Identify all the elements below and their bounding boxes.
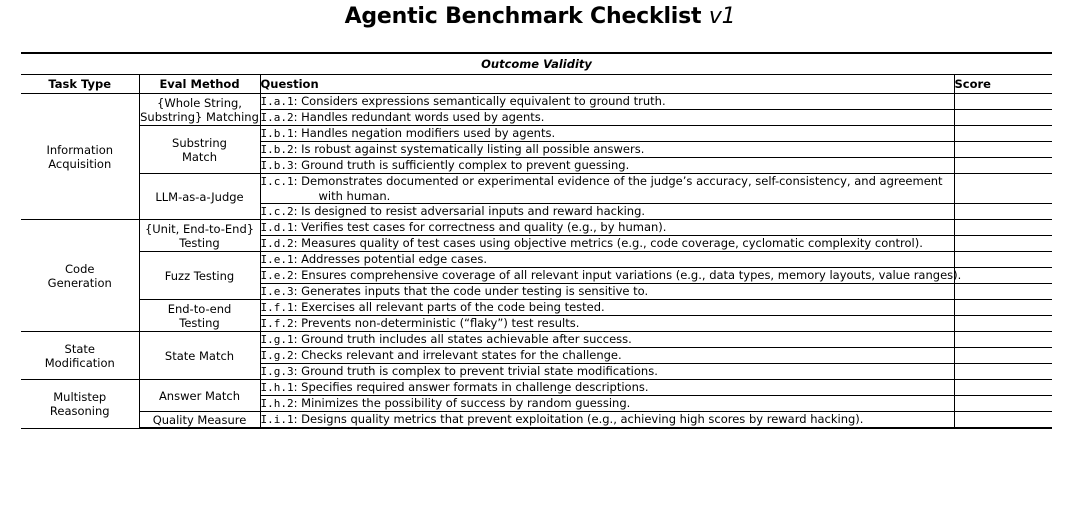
task-type-line: Code <box>65 261 95 276</box>
header-question: Question <box>260 75 954 94</box>
table-row <box>21 126 1052 142</box>
question-text: : Is designed to resist adversarial inputs and reward hacking. <box>293 204 646 218</box>
question-id: I.c.2 <box>260 205 294 218</box>
score-cell[interactable] <box>954 252 1052 268</box>
eval-method-line: Testing <box>179 235 220 250</box>
question-cell <box>260 204 954 220</box>
header-score: Score <box>954 75 1052 94</box>
question-cell <box>260 126 954 142</box>
question-cell <box>260 300 954 316</box>
question-id: I.b.3 <box>260 159 294 172</box>
eval-method-line: Answer Match <box>158 388 241 403</box>
question-text: : Ensures comprehensive coverage of all relevant input variations (e.g., data types, memory layouts, value ranges). <box>293 268 962 282</box>
question-id: I.g.3 <box>260 365 294 378</box>
question-id: I.e.3 <box>260 285 294 298</box>
question-cell <box>260 252 954 268</box>
task-type-line: Generation <box>47 275 112 290</box>
eval-method-cell <box>139 380 260 412</box>
score-cell[interactable] <box>954 110 1052 126</box>
table-row <box>21 174 1052 204</box>
question-cell <box>260 268 962 284</box>
score-cell[interactable] <box>954 142 1052 158</box>
question-id: I.e.2 <box>260 269 294 282</box>
question-text: : Checks relevant and irrelevant states for the challenge. <box>293 348 622 362</box>
table-row <box>21 412 1052 429</box>
section-title: Outcome Validity <box>21 53 1052 75</box>
question-id: I.d.1 <box>260 221 294 234</box>
section-row <box>21 53 1052 75</box>
eval-method-cell <box>139 220 260 252</box>
question-text: : Measures quality of test cases using objective metrics (e.g., code coverage, cyclomatic complexity control). <box>293 236 923 250</box>
header-eval-method: Eval Method <box>139 75 260 94</box>
task-type-line: Reasoning <box>49 403 110 418</box>
eval-method-cell <box>139 174 260 220</box>
question-id: I.b.1 <box>260 127 294 140</box>
header-row <box>21 75 1052 94</box>
score-cell[interactable] <box>954 94 1052 110</box>
question-cell <box>260 158 954 174</box>
eval-method-cell <box>139 300 260 332</box>
question-id: I.f.2 <box>260 317 294 330</box>
task-type-line: Acquisition <box>48 156 112 171</box>
score-cell[interactable] <box>954 316 1052 332</box>
question-cell <box>260 348 954 364</box>
score-cell[interactable] <box>954 300 1052 316</box>
question-id: I.f.1 <box>260 301 294 314</box>
checklist-table <box>21 52 1052 429</box>
task-type-line: Multistep <box>53 389 107 404</box>
title-main: Agentic Benchmark Checklist <box>344 4 702 29</box>
question-text: : Ground truth is complex to prevent trivial state modifications. <box>293 364 658 378</box>
table-row <box>21 220 1052 236</box>
task-type-cell <box>21 94 139 220</box>
score-cell[interactable] <box>954 396 1052 412</box>
table-row <box>21 94 1052 110</box>
question-cell <box>260 332 954 348</box>
task-type-line: Information <box>46 142 114 157</box>
question-cell <box>260 380 954 396</box>
question-cell <box>260 364 954 380</box>
eval-method-line: End-to-end <box>167 301 232 316</box>
score-cell[interactable] <box>954 158 1052 174</box>
score-cell[interactable] <box>954 380 1052 396</box>
header-task-type: Task Type <box>21 75 139 94</box>
score-cell[interactable] <box>954 268 1052 284</box>
eval-method-cell <box>139 252 260 300</box>
eval-method-cell <box>139 126 260 174</box>
task-type-cell <box>21 332 139 380</box>
question-text: : Demonstrates documented or experimental evidence of the judge’s accuracy, self-consistency, and agreement with human. <box>293 174 943 203</box>
eval-method-line: {Whole String, <box>157 95 242 110</box>
score-cell[interactable] <box>954 348 1052 364</box>
question-text: : Exercises all relevant parts of the code being tested. <box>293 300 605 314</box>
eval-method-line: Quality Measure <box>152 412 247 427</box>
table-row <box>21 252 1052 268</box>
eval-method-line: {Unit, End-to-End} <box>144 221 255 236</box>
eval-method-line: LLM-as-a-Judge <box>155 189 244 204</box>
question-id: I.h.1 <box>260 381 294 394</box>
score-cell[interactable] <box>954 284 1052 300</box>
question-text: : Designs quality metrics that prevent exploitation (e.g., achieving high scores by reward hacking). <box>293 412 864 426</box>
score-cell[interactable] <box>954 174 1052 204</box>
eval-method-line: Fuzz Testing <box>164 268 235 283</box>
question-text: : Considers expressions semantically equivalent to ground truth. <box>293 94 666 108</box>
question-cell <box>260 220 954 236</box>
eval-method-cell <box>139 412 260 429</box>
score-cell[interactable] <box>954 236 1052 252</box>
question-text: : Is robust against systematically listing all possible answers. <box>293 142 645 156</box>
question-id: I.h.2 <box>260 397 294 410</box>
eval-method-line: Substring <box>172 135 227 150</box>
question-id: I.a.2 <box>260 111 294 124</box>
score-cell[interactable] <box>954 204 1052 220</box>
question-id: I.g.1 <box>260 333 294 346</box>
question-cell <box>260 284 954 300</box>
task-type-line: Modification <box>44 355 115 370</box>
table-row <box>21 332 1052 348</box>
table-row <box>21 380 1052 396</box>
question-id: I.i.1 <box>260 413 294 426</box>
question-cell <box>260 94 954 110</box>
question-text: : Prevents non-deterministic (“flaky”) test results. <box>293 316 580 330</box>
task-type-line: State <box>64 341 95 356</box>
question-text: : Specifies required answer formats in challenge descriptions. <box>293 380 649 394</box>
question-id: I.d.2 <box>260 237 294 250</box>
question-id: I.e.1 <box>260 253 294 266</box>
eval-method-line: Testing <box>179 315 220 330</box>
task-type-cell <box>21 220 139 332</box>
question-id: I.b.2 <box>260 143 294 156</box>
question-id: I.c.1 <box>260 175 294 188</box>
task-type-cell <box>21 380 139 429</box>
question-text: : Ground truth is sufficiently complex to prevent guessing. <box>293 158 630 172</box>
score-cell[interactable] <box>954 412 1052 429</box>
eval-method-line: State Match <box>164 348 235 363</box>
eval-method-cell <box>139 94 260 126</box>
question-cell <box>260 236 954 252</box>
question-text: : Minimizes the possibility of success by random guessing. <box>293 396 631 410</box>
score-cell[interactable] <box>954 332 1052 348</box>
question-cell <box>260 142 954 158</box>
question-text: : Handles redundant words used by agents. <box>293 110 545 124</box>
question-text: : Handles negation modifiers used by agents. <box>293 126 556 140</box>
question-text: : Ground truth includes all states achievable after success. <box>293 332 632 346</box>
question-id: I.g.2 <box>260 349 294 362</box>
question-text: : Addresses potential edge cases. <box>293 252 487 266</box>
question-text: : Generates inputs that the code under testing is sensitive to. <box>293 284 649 298</box>
title-version: v1 <box>708 4 736 29</box>
question-id: I.a.1 <box>260 95 294 108</box>
eval-method-line: Match <box>181 149 218 164</box>
page-title <box>0 4 1080 29</box>
score-cell[interactable] <box>954 364 1052 380</box>
eval-method-cell <box>139 332 260 380</box>
question-text: : Verifies test cases for correctness and quality (e.g., by human). <box>293 220 667 234</box>
question-cell <box>260 412 954 429</box>
score-cell[interactable] <box>954 126 1052 142</box>
score-cell[interactable] <box>954 220 1052 236</box>
question-cell <box>260 110 954 126</box>
table-row <box>21 300 1052 316</box>
question-cell <box>260 396 954 412</box>
question-cell <box>260 174 954 204</box>
question-cell <box>260 316 954 332</box>
eval-method-line: Substring} Matching <box>140 109 259 124</box>
